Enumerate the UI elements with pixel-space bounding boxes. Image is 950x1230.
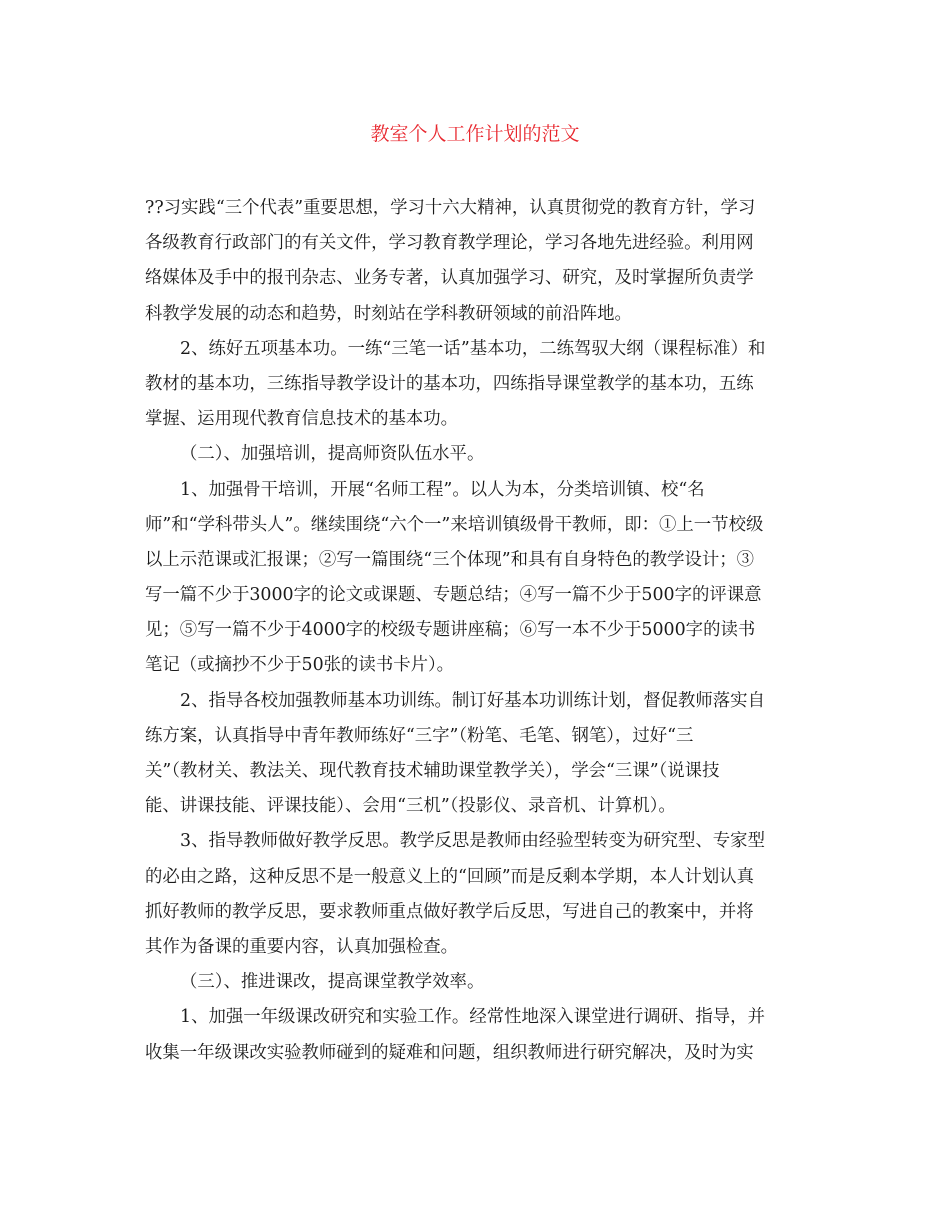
text-line: 各级教育行政部门的有关文件，学习教育教学理论，学习各地先进经验。利用网 bbox=[145, 233, 754, 254]
text-line: 络媒体及手中的报刊杂志、业务专著，认真加强学习、研究，及时掌握所负责学 bbox=[145, 268, 754, 289]
text-line: 以上示范课或汇报课；②写一篇围绕“三个体现”和具有自身特色的教学设计；③ bbox=[145, 549, 755, 570]
text-line: 关”（教材关、教法关、现代教育技术辅助课堂教学关），学会“三课”（说课技 bbox=[145, 761, 720, 781]
text-line: 抓好教师的教学反思，要求教师重点做好教学后反思，写进自己的教案中，并将 bbox=[145, 901, 754, 922]
text-line: 2、练好五项基本功。一练“三笔一话”基本功，二练驾驭大纲（课程标准）和 bbox=[180, 338, 766, 359]
text-line: 的必由之路，这种反思不是一般意义上的“回顾”而是反剩本学期，本人计划认真 bbox=[145, 866, 755, 887]
text-line: 能、讲课技能、评课技能）、会用“三机”（投影仪、录音机、计算机）。 bbox=[145, 796, 676, 817]
section-heading: （三）、推进课改，提高课堂教学效率。 bbox=[180, 972, 485, 993]
text-line: 1、加强一年级课改研究和实验工作。经常性地深入课堂进行调研、指导，并 bbox=[180, 1007, 765, 1028]
text-line: 师”和“学科带头人”。继续围绕“六个一”来培训镇级骨干教师，即：①上一节校级 bbox=[145, 514, 764, 535]
text-line: 1、加强骨干培训，开展“名师工程”。以人为本，分类培训镇、校“名 bbox=[180, 479, 705, 500]
text-line: 收集一年级课改实验教师碰到的疑难和问题，组织教师进行研究解决，及时为实 bbox=[145, 1042, 754, 1063]
text-line: 见；⑤写一篇不少于4000字的校级专题讲座稿；⑥写一本不少于5000字的读书 bbox=[145, 620, 756, 641]
text-line: 其作为备课的重要内容，认真加强检查。 bbox=[145, 936, 459, 957]
text-line: 笔记（或摘抄不少于50张的读书卡片）。 bbox=[145, 655, 455, 676]
document-body bbox=[145, 191, 807, 1071]
text-line: 2、指导各校加强教师基本功训练。制订好基本功训练计划，督促教师落实自 bbox=[180, 690, 765, 711]
section-heading: （二）、加强培训，提高师资队伍水平。 bbox=[180, 444, 485, 465]
text-line: 3、指导教师做好教学反思。教学反思是教师由经验型转变为研究型、专家型 bbox=[180, 831, 765, 852]
document-title: 教室个人工作计划的范文 bbox=[370, 123, 580, 145]
text-line: 掌握、运用现代教育信息技术的基本功。 bbox=[145, 409, 459, 430]
text-line: 科教学发展的动态和趋势，时刻站在学科教研领域的前沿阵地。 bbox=[145, 303, 632, 324]
text-line: 写一篇不少于3000字的论文或课题、专题总结；④写一篇不少于500字的评课意 bbox=[145, 585, 762, 606]
text-line: 教材的基本功，三练指导教学设计的基本功，四练指导课堂教学的基本功，五练 bbox=[145, 373, 754, 394]
text-line: ??习实践“三个代表”重要思想，学习十六大精神，认真贯彻党的教育方针，学习 bbox=[145, 198, 756, 218]
text-line: 练方案，认真指导中青年教师练好“三字”（粉笔、毛笔、钢笔），过好“三 bbox=[145, 725, 694, 746]
